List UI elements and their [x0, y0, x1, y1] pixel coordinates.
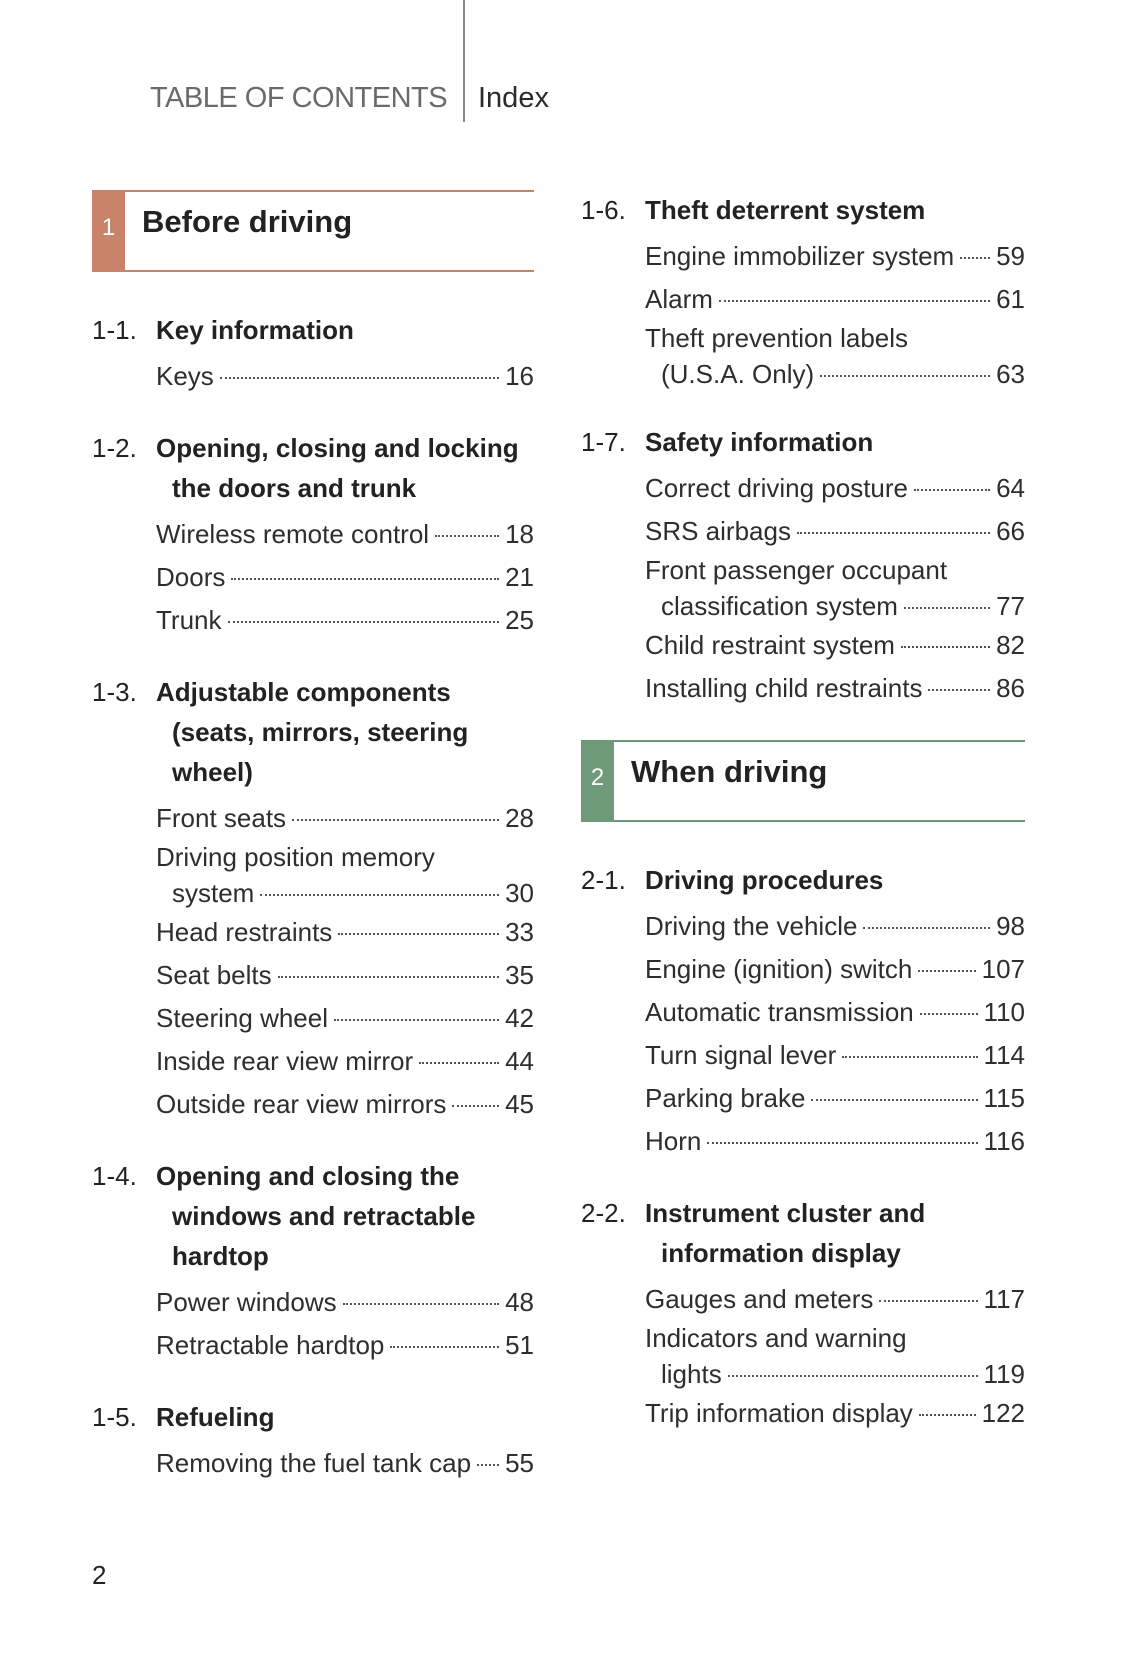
dot-leader: [228, 621, 500, 623]
toc-entry-retractable-hardtop[interactable]: [156, 1324, 534, 1367]
entry-label: Child restraint system: [645, 630, 895, 660]
dot-leader: [435, 535, 499, 537]
dot-leader: [338, 933, 499, 935]
entry-label: Outside rear view mirrors: [156, 1089, 447, 1119]
section-1-7: [581, 422, 1025, 710]
entry-page: 98: [996, 911, 1025, 941]
dot-leader: [918, 970, 975, 972]
section-title-line: Opening, closing and locking: [156, 433, 519, 463]
entry-page: 82: [996, 630, 1025, 660]
toc-column-right: [581, 190, 1025, 1465]
section-heading: [581, 1193, 1025, 1273]
section-heading: [92, 310, 534, 350]
entry-label: Trunk: [156, 605, 222, 635]
toc-entry-trunk[interactable]: [156, 599, 534, 642]
entry-page: 28: [505, 803, 534, 833]
toc-entry-correct-driving-posture[interactable]: [645, 467, 1025, 510]
dot-leader: [863, 927, 990, 929]
dot-leader: [334, 1019, 499, 1021]
section-title: Driving procedures: [645, 865, 884, 895]
toc-entry-parking-brake[interactable]: [645, 1077, 1025, 1120]
entry-page: 33: [505, 917, 534, 947]
section-title: Safety information: [645, 427, 874, 457]
entry-page: 45: [505, 1089, 534, 1119]
section-number: 1-4.: [92, 1161, 137, 1191]
dot-leader: [904, 607, 990, 609]
toc-entry-turn-signal-lever[interactable]: [645, 1034, 1025, 1077]
section-2-1: [581, 860, 1025, 1163]
dot-leader: [728, 1375, 978, 1377]
dot-leader: [901, 646, 990, 648]
entry-label: Correct driving posture: [645, 473, 908, 503]
dot-leader: [811, 1099, 977, 1101]
chapter-title: Before driving: [142, 204, 353, 239]
dot-leader: [260, 894, 499, 896]
toc-entry-keys[interactable]: [156, 355, 534, 398]
section-2-2: [581, 1193, 1025, 1435]
toc-entry-indicators-and-warning-lights[interactable]: [645, 1321, 1025, 1392]
entry-page: 107: [981, 954, 1025, 984]
section-number: 1-5.: [92, 1402, 137, 1432]
entry-label-cont: system: [172, 878, 255, 908]
entry-label: SRS airbags: [645, 516, 791, 546]
page-number: 2: [92, 1560, 107, 1590]
dot-leader: [960, 257, 990, 259]
chapter-number-badge: 1: [92, 190, 125, 272]
entry-page: 21: [505, 562, 534, 592]
entry-label-cont: (U.S.A. Only): [661, 359, 815, 389]
section-number: 2-1.: [581, 865, 626, 895]
section-heading: [92, 1156, 534, 1276]
toc-entry-head-restraints[interactable]: [156, 911, 534, 954]
chapter-rule-top: [614, 740, 1025, 742]
entry-label: Power windows: [156, 1287, 337, 1317]
chapter-number-badge: 2: [581, 740, 614, 822]
dot-leader: [343, 1303, 499, 1305]
entry-label: Alarm: [645, 284, 713, 314]
section-heading: [581, 860, 1025, 900]
entry-label: Inside rear view mirror: [156, 1046, 414, 1076]
entry-page: 30: [505, 878, 534, 908]
section-1-3: [92, 672, 534, 1126]
entry-label: Wireless remote control: [156, 519, 430, 549]
entry-page: 59: [996, 241, 1025, 271]
entry-label: Front seats: [156, 803, 287, 833]
entry-page: 77: [996, 591, 1025, 621]
section-title: Theft deterrent system: [645, 195, 926, 225]
toc-entry-theft-prevention-labels[interactable]: [645, 321, 1025, 392]
section-title-line: information display: [661, 1238, 901, 1268]
toc-entry-front-seats[interactable]: [156, 797, 534, 840]
dot-leader: [452, 1105, 499, 1107]
entry-label: Seat belts: [156, 960, 272, 990]
entry-page: 44: [505, 1046, 534, 1076]
section-title: [156, 428, 534, 508]
chapter-rule-bottom: [125, 270, 534, 272]
section-title: [156, 1156, 534, 1276]
section-title: [645, 1193, 1025, 1273]
entry-label: Turn signal lever: [645, 1040, 837, 1070]
toc-entry-front-passenger-occupant[interactable]: [645, 553, 1025, 624]
dot-leader: [719, 300, 990, 302]
dot-leader: [419, 1062, 499, 1064]
dot-leader: [390, 1346, 499, 1348]
chapter-rule-bottom: [614, 820, 1025, 822]
dot-leader: [842, 1056, 977, 1058]
toc-entry-inside-rear-view-mirror[interactable]: [156, 1040, 534, 1083]
entry-page: 51: [505, 1330, 534, 1360]
toc-entry-driving-position-memory[interactable]: [156, 840, 534, 911]
entry-label-cont: lights: [661, 1359, 722, 1389]
toc-entry-removing-fuel-tank-cap[interactable]: [156, 1442, 534, 1485]
entry-label: Removing the fuel tank cap: [156, 1448, 472, 1478]
entry-page: 117: [983, 1284, 1025, 1314]
toc-entry-driving-the-vehicle[interactable]: [645, 905, 1025, 948]
chapter-title: When driving: [631, 754, 828, 789]
dot-leader: [797, 532, 990, 534]
section-number: 1-2.: [92, 433, 137, 463]
section-1-4: [92, 1156, 534, 1367]
tab-table-of-contents[interactable]: TABLE OF CONTENTS: [150, 82, 448, 114]
toc-entry-srs-airbags[interactable]: [645, 510, 1025, 553]
entry-page: 35: [505, 960, 534, 990]
entry-label: Doors: [156, 562, 226, 592]
toc-entry-gauges-and-meters[interactable]: [645, 1278, 1025, 1321]
entry-page: 86: [996, 673, 1025, 703]
entry-page: 48: [505, 1287, 534, 1317]
chapter-1-header[interactable]: [92, 190, 534, 272]
section-title-line: Adjustable components: [156, 677, 451, 707]
tab-divider: [463, 0, 465, 122]
entry-label: Driving position memory: [156, 842, 435, 872]
entry-page: 61: [996, 284, 1025, 314]
section-title-line: (seats, mirrors, steering wheel): [172, 717, 469, 787]
dot-leader: [278, 976, 499, 978]
entry-page: 116: [983, 1126, 1025, 1156]
toc-entry-child-restraint-system[interactable]: [645, 624, 1025, 667]
entry-label: Theft prevention labels: [645, 323, 909, 353]
entry-label: Installing child restraints: [645, 673, 923, 703]
dot-leader: [914, 489, 990, 491]
section-number: 1-1.: [92, 315, 137, 345]
section-number: 2-2.: [581, 1198, 626, 1228]
entry-label: Trip information display: [645, 1398, 913, 1428]
toc-entry-doors[interactable]: [156, 556, 534, 599]
toc-entry-power-windows[interactable]: [156, 1281, 534, 1324]
toc-entry-installing-child-restraints[interactable]: [645, 667, 1025, 710]
header-tabs: [0, 0, 1142, 130]
entry-page: 25: [505, 605, 534, 635]
section-heading: [92, 428, 534, 508]
entry-label: Indicators and warning: [645, 1323, 907, 1353]
dot-leader: [707, 1142, 977, 1144]
section-title-line: the doors and trunk: [172, 473, 417, 503]
toc-entry-outside-rear-view-mirrors[interactable]: [156, 1083, 534, 1126]
entry-label: Horn: [645, 1126, 702, 1156]
section-number: 1-6.: [581, 195, 626, 225]
entry-label: Head restraints: [156, 917, 333, 947]
entry-label: Front passenger occupant: [645, 555, 948, 585]
section-1-6: [581, 190, 1025, 392]
section-1-2: [92, 428, 534, 642]
toc-entry-engine-ignition-switch[interactable]: [645, 948, 1025, 991]
entry-page: 64: [996, 473, 1025, 503]
toc-entry-steering-wheel[interactable]: [156, 997, 534, 1040]
entry-page: 115: [983, 1083, 1025, 1113]
toc-entry-trip-information-display[interactable]: [645, 1392, 1025, 1435]
dot-leader: [477, 1464, 499, 1466]
entry-page: 119: [983, 1359, 1025, 1389]
entry-label: Retractable hardtop: [156, 1330, 385, 1360]
entry-label: Automatic transmission: [645, 997, 914, 1027]
dot-leader: [292, 819, 499, 821]
section-title-line: windows and retractable: [172, 1201, 476, 1231]
section-title-line: Instrument cluster and: [645, 1198, 926, 1228]
chapter-2-header[interactable]: [581, 740, 1025, 822]
dot-leader: [879, 1300, 977, 1302]
entry-page: 63: [996, 359, 1025, 389]
section-title: [156, 672, 534, 792]
toc-entry-alarm[interactable]: [645, 278, 1025, 321]
section-title-line: hardtop: [172, 1241, 269, 1271]
entry-label: Engine immobilizer system: [645, 241, 955, 271]
dot-leader: [820, 375, 990, 377]
toc-entry-engine-immobilizer-system[interactable]: [645, 235, 1025, 278]
section-title-line: Opening and closing the: [156, 1161, 460, 1191]
dot-leader: [231, 578, 499, 580]
dot-leader: [920, 1013, 978, 1015]
entry-page: 110: [983, 997, 1025, 1027]
section-title: Key information: [156, 315, 354, 345]
section-heading: [581, 422, 1025, 462]
section-1-5: [92, 1397, 534, 1485]
entry-page: 122: [981, 1398, 1025, 1428]
toc-entry-automatic-transmission[interactable]: [645, 991, 1025, 1034]
tab-index[interactable]: Index: [478, 82, 549, 114]
section-number: 1-7.: [581, 427, 626, 457]
toc-column-left: [92, 190, 534, 1515]
section-1-1: [92, 310, 534, 398]
dot-leader: [919, 1414, 976, 1416]
entry-label: Driving the vehicle: [645, 911, 858, 941]
entry-page: 114: [983, 1040, 1025, 1070]
entry-page: 16: [505, 361, 534, 391]
section-heading: [92, 1397, 534, 1437]
entry-label: Gauges and meters: [645, 1284, 874, 1314]
section-heading: [581, 190, 1025, 230]
entry-page: 18: [505, 519, 534, 549]
entry-page: 66: [996, 516, 1025, 546]
dot-leader: [928, 689, 990, 691]
section-heading: [92, 672, 534, 792]
toc-entry-horn[interactable]: [645, 1120, 1025, 1163]
dot-leader: [220, 377, 499, 379]
chapter-rule-top: [125, 190, 534, 192]
entry-page: 42: [505, 1003, 534, 1033]
section-number: 1-3.: [92, 677, 137, 707]
section-title: Refueling: [156, 1402, 275, 1432]
entry-label: Steering wheel: [156, 1003, 328, 1033]
entry-label: Parking brake: [645, 1083, 806, 1113]
entry-label: Engine (ignition) switch: [645, 954, 913, 984]
entry-label-cont: classification system: [661, 591, 898, 621]
entry-label: Keys: [156, 361, 214, 391]
toc-entry-seat-belts[interactable]: [156, 954, 534, 997]
entry-page: 55: [505, 1448, 534, 1478]
toc-entry-wireless-remote-control[interactable]: [156, 513, 534, 556]
